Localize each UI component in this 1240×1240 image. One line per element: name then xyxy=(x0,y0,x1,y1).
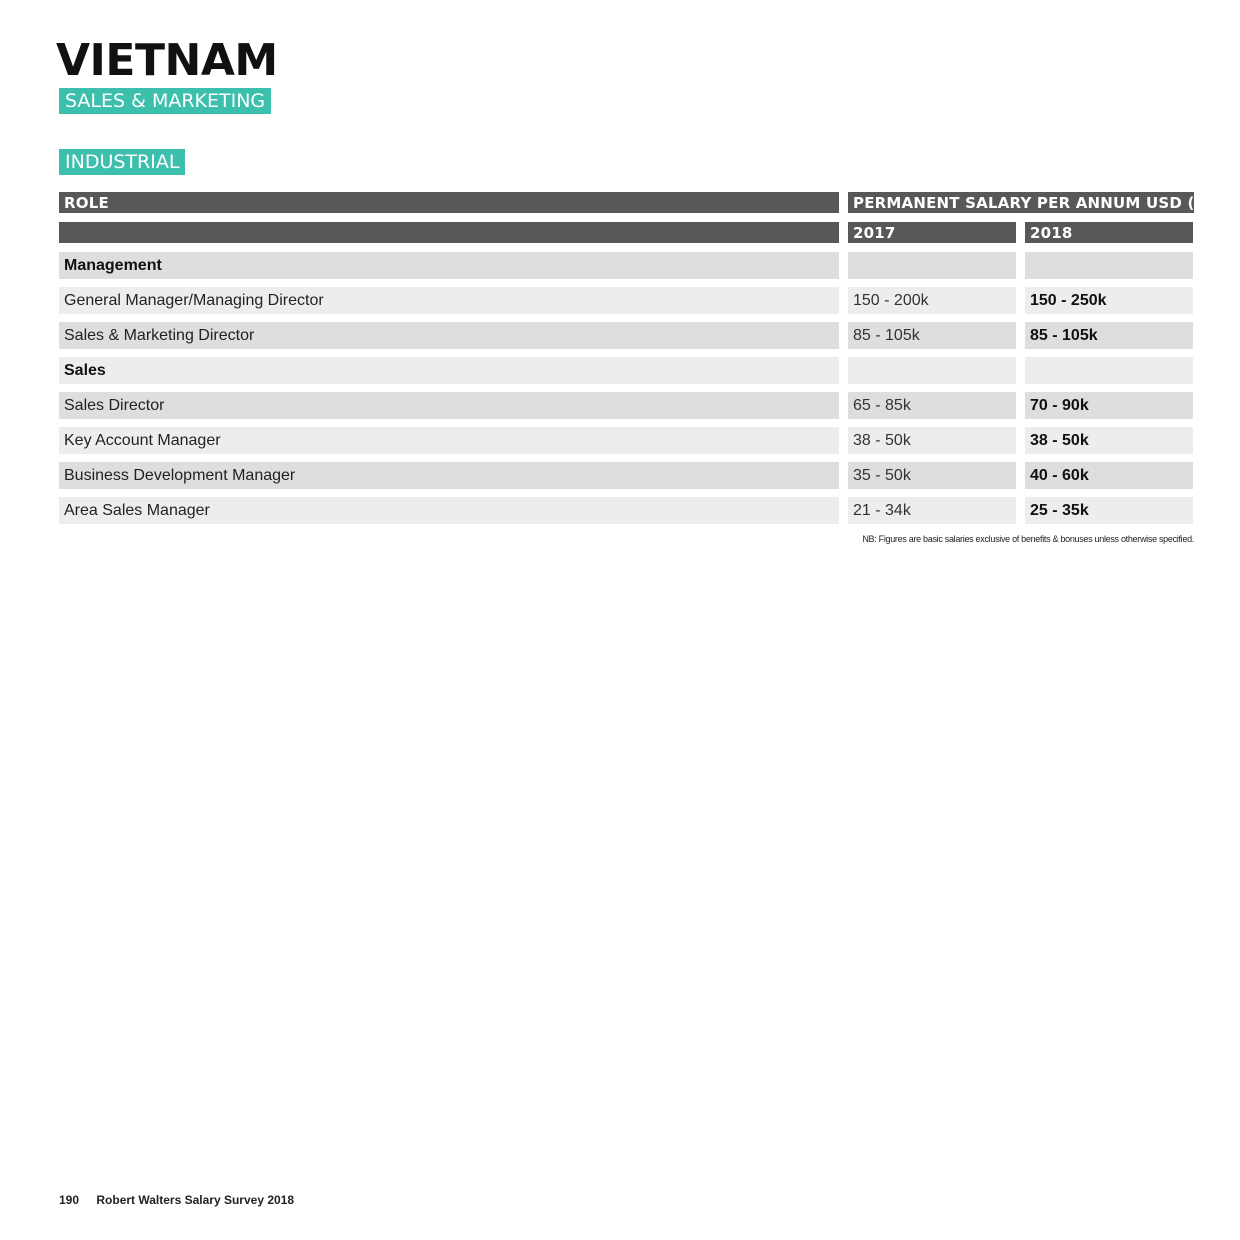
sector-label: SALES & MARKETING xyxy=(59,88,271,114)
salary-column-header: PERMANENT SALARY PER ANNUM USD ($) xyxy=(848,192,1194,213)
page-number: 190 xyxy=(59,1193,80,1207)
salary-2018-cell: 38 - 50k xyxy=(1025,427,1193,454)
salary-2018-cell: 40 - 60k xyxy=(1025,462,1193,489)
table-header-row xyxy=(59,192,1213,213)
salary-2017-cell xyxy=(848,357,1016,384)
country-title: VIETNAM xyxy=(56,35,278,86)
salary-2018-cell: 70 - 90k xyxy=(1025,392,1193,419)
table-row xyxy=(59,322,1194,349)
table-body xyxy=(59,252,1194,524)
role-cell: Management xyxy=(59,252,839,279)
table-row xyxy=(59,252,1194,279)
salary-2018-cell xyxy=(1025,252,1193,279)
salary-2017-cell xyxy=(848,252,1016,279)
role-cell: Area Sales Manager xyxy=(59,497,839,524)
page-footer xyxy=(59,1193,294,1207)
role-cell: Sales Director xyxy=(59,392,839,419)
year-2017-header: 2017 xyxy=(848,222,1016,243)
salary-2017-cell: 65 - 85k xyxy=(848,392,1016,419)
publication-title: Robert Walters Salary Survey 2018 xyxy=(96,1193,295,1207)
role-column-header: ROLE xyxy=(59,192,839,213)
salary-2018-cell: 150 - 250k xyxy=(1025,287,1193,314)
table-row xyxy=(59,287,1194,314)
salary-2018-cell xyxy=(1025,357,1193,384)
salary-2018-cell: 25 - 35k xyxy=(1025,497,1193,524)
table-row xyxy=(59,427,1194,454)
salary-2017-cell: 150 - 200k xyxy=(848,287,1016,314)
role-cell: Business Development Manager xyxy=(59,462,839,489)
role-cell: Sales xyxy=(59,357,839,384)
year-2018-header: 2018 xyxy=(1025,222,1193,243)
salary-table xyxy=(59,192,1213,532)
role-cell: General Manager/Managing Director xyxy=(59,287,839,314)
role-subheader-blank xyxy=(59,222,839,243)
footnote: NB: Figures are basic salaries exclusive of benefits & bonuses unless otherwise specified. xyxy=(862,534,1194,544)
salary-2017-cell: 85 - 105k xyxy=(848,322,1016,349)
role-cell: Key Account Manager xyxy=(59,427,839,454)
salary-2018-cell: 85 - 105k xyxy=(1025,322,1193,349)
table-subheader-row xyxy=(59,222,1194,243)
salary-2017-cell: 35 - 50k xyxy=(848,462,1016,489)
industry-label: INDUSTRIAL xyxy=(59,149,185,175)
role-cell: Sales & Marketing Director xyxy=(59,322,839,349)
salary-2017-cell: 38 - 50k xyxy=(848,427,1016,454)
salary-2017-cell: 21 - 34k xyxy=(848,497,1016,524)
table-row xyxy=(59,497,1194,524)
table-row xyxy=(59,357,1194,384)
table-row xyxy=(59,392,1194,419)
table-row xyxy=(59,462,1194,489)
